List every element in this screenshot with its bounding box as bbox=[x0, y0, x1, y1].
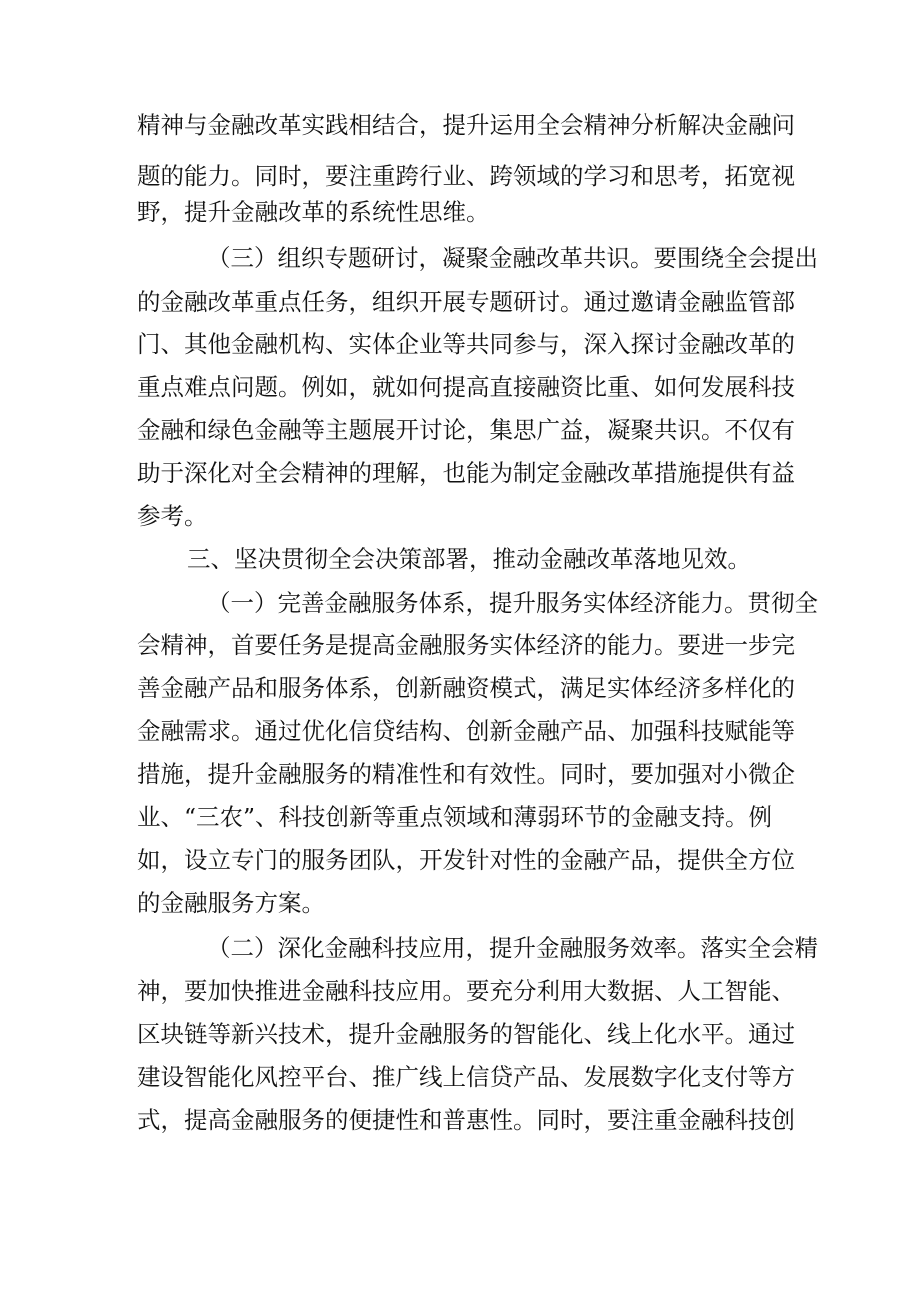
line-text: 参考。 bbox=[137, 502, 208, 530]
line-text: 式，提高金融服务的便捷性和普惠性。同时，要注重金融科技创 bbox=[137, 1106, 795, 1134]
text-line bbox=[0, 971, 920, 1011]
line-text: 措施，提升金融服务的精准性和有效性。同时，要加强对小微企 bbox=[137, 760, 795, 788]
line-text: 善金融产品和服务体系，创新融资模式，满足实体经济多样化的 bbox=[137, 674, 795, 702]
line-text: 神，要加快推进金融科技应用。要充分利用大数据、人工智能、 bbox=[137, 977, 795, 1005]
text-line bbox=[0, 840, 920, 880]
line-text: 会精神，首要任务是提高金融服务实体经济的能力。要进一步完 bbox=[137, 631, 795, 659]
line-text: （一）完善金融服务体系，提升服务实体经济能力。贯彻全 bbox=[207, 589, 818, 617]
text-line bbox=[0, 367, 920, 407]
line-text: 区块链等新兴技术，提升金融服务的智能化、线上化水平。通过 bbox=[137, 1020, 795, 1048]
line-text: 金融需求。通过优化信贷结构、创新金融产品、加强科技赋能等 bbox=[137, 717, 795, 745]
text-line bbox=[0, 1014, 920, 1054]
line-text: 业、“三农”、科技创新等重点领域和薄弱环节的金融支持。例 bbox=[137, 803, 773, 831]
line-text: 的金融改革重点任务，组织开展专题研讨。通过邀请金融监管部 bbox=[137, 288, 795, 316]
line-text: 助于深化对全会精神的理解，也能为制定金融改革措施提供有益 bbox=[137, 459, 795, 487]
text-line bbox=[0, 625, 920, 665]
text-line bbox=[0, 711, 920, 751]
line-text: 建设智能化风控平台、推广线上信贷产品、发展数字化支付等方 bbox=[137, 1063, 795, 1091]
text-line bbox=[0, 105, 920, 145]
text-line bbox=[0, 156, 920, 196]
text-line bbox=[0, 410, 920, 450]
line-text: 野，提升金融改革的系统性思维。 bbox=[137, 198, 490, 226]
text-line bbox=[0, 583, 920, 623]
text-line bbox=[0, 496, 920, 536]
text-line bbox=[0, 282, 920, 322]
text-line bbox=[0, 1100, 920, 1140]
line-text: （二）深化金融科技应用，提升金融服务效率。落实全会精 bbox=[207, 934, 818, 962]
text-line bbox=[0, 928, 920, 968]
text-line bbox=[0, 453, 920, 493]
line-text: 如，设立专门的服务团队，开发针对性的金融产品，提供全方位 bbox=[137, 846, 795, 874]
text-line bbox=[0, 192, 920, 232]
line-text: 重点难点问题。例如，就如何提高直接融资比重、如何发展科技 bbox=[137, 373, 795, 401]
line-text: 精神与金融改革实践相结合，提升运用全会精神分析解决金融问 bbox=[137, 111, 795, 139]
text-line bbox=[0, 754, 920, 794]
line-text: 题的能力。同时，要注重跨行业、跨领域的学习和思考，拓宽视 bbox=[137, 162, 795, 190]
section-heading bbox=[0, 539, 920, 579]
text-line bbox=[0, 238, 920, 278]
text-line bbox=[0, 883, 920, 923]
text-line bbox=[0, 797, 920, 837]
line-text: 门、其他金融机构、实体企业等共同参与，深入探讨金融改革的 bbox=[137, 330, 795, 358]
line-text: 三、坚决贯彻全会决策部署，推动金融改革落地见效。 bbox=[187, 545, 751, 573]
text-line bbox=[0, 668, 920, 708]
text-line bbox=[0, 324, 920, 364]
line-text: 的金融服务方案。 bbox=[137, 889, 325, 917]
text-line bbox=[0, 1057, 920, 1097]
line-text: （三）组织专题研讨，凝聚金融改革共识。要围绕全会提出 bbox=[207, 244, 818, 272]
line-text: 金融和绿色金融等主题展开讨论，集思广益，凝聚共识。不仅有 bbox=[137, 416, 795, 444]
